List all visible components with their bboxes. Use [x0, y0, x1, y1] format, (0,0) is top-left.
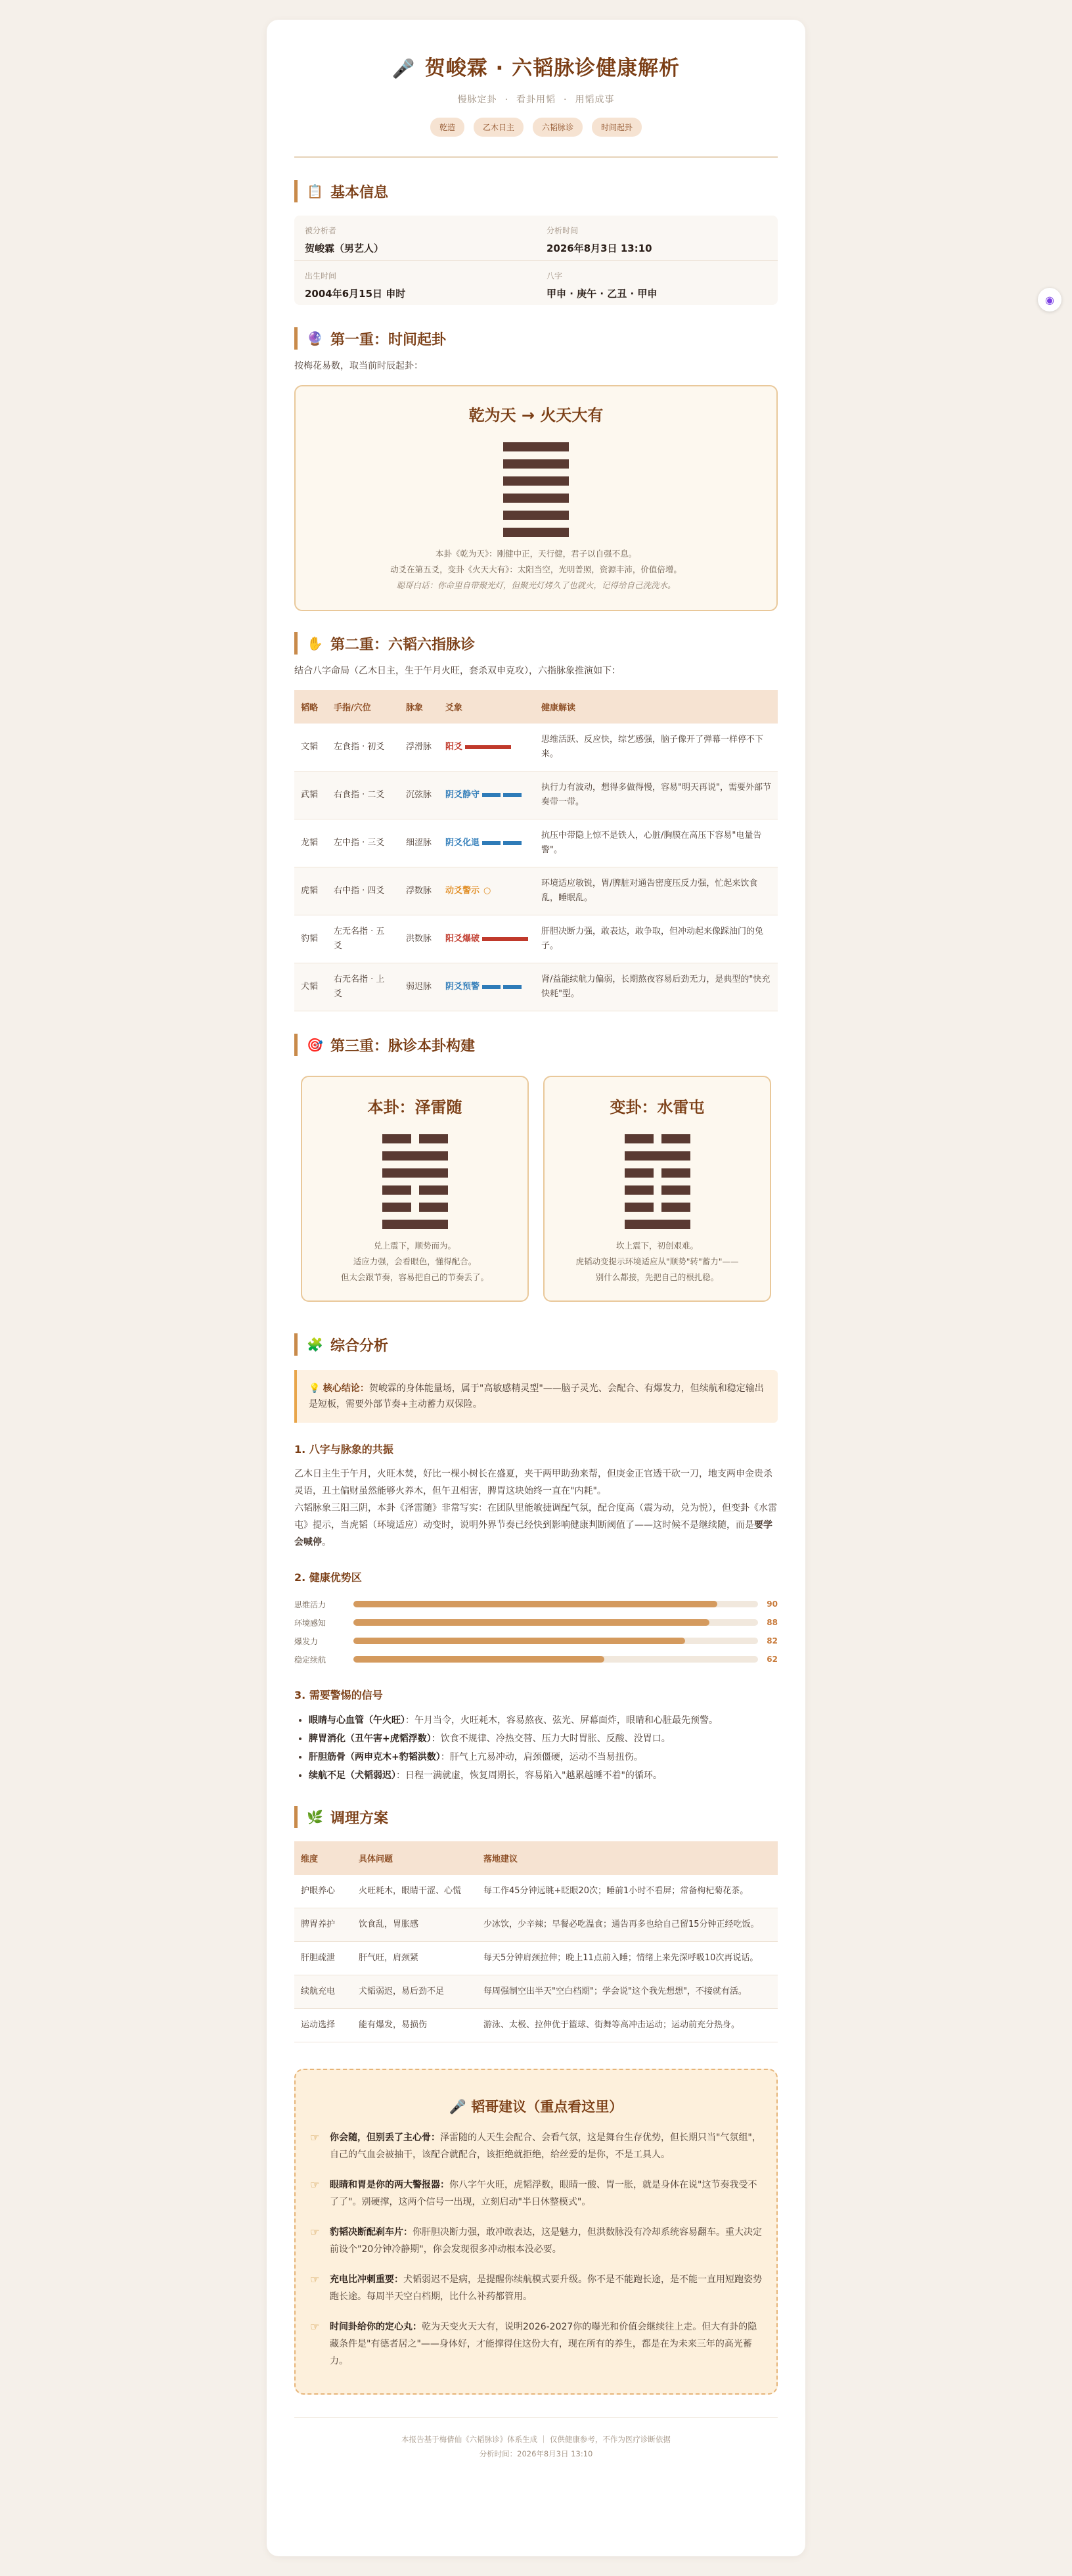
- yang-line: [503, 511, 569, 520]
- advice-box: [294, 2069, 778, 2395]
- advice-item: ☞ 充电比冲刺重要：犬韬弱迟不是病，是提醒你续航模式要升级。你不是不能跑长途，是不能一直用短跑姿势跑长途。每周半天空白档期，比什么补药都管用。: [310, 2271, 762, 2305]
- yao-label: 阳爻爆破: [445, 934, 480, 944]
- pulse-table: 韬略 手指/穴位 脉象 爻象 健康解读 文韬 左食指 · 初爻 浮滑脉 阳爻 思维活跃、反应快，综艺感强，脑子像开了弹幕一样停不下来。 武韬 右食指 · 二爻 沉弦脉 阴爻静守 执行力有波动，想得多做得慢，容易"明天再说"，需要外部节奏带一带。 龙韬 左中指 · 三爻 细涩脉 阴爻化退 抗压中带隐上惊不是铁人，心脏/胸膜在高压下容易"电量告警"。 虎韬 右中指 · 四爻 浮数脉 动爻警示 ○ 环境适应敏锐，胃/脾脏对通告密度压反力强，忙起来饮食乱，睡眠乱。 豹韬 左无名指 · 五爻 洪数脉 阳爻爆破 肝胆决断力强，敢表达，敢争取，但冲动起来像踩油门的兔子。 犬韬 右无名指 · 上爻 弱迟脉 阴爻预警 肾/益能续航力偏弱，长期熬夜容易后劲无力，是典型的"快充快耗"型。: [294, 690, 778, 1011]
- bar-label: 稳定续航: [294, 1655, 326, 1665]
- section-intro: 结合八字命局（乙木日主，生于午月火旺，套杀双申克攻），六指脉象推演如下：: [294, 666, 621, 676]
- yin-line-icon: [482, 985, 501, 989]
- table-row: 龙韬 左中指 · 三爻 细涩脉 阴爻化退 抗压中带隐上惊不是铁人，心脏/胸膜在高压下容易"电量告警"。: [294, 819, 778, 867]
- yin-line: [382, 1203, 448, 1212]
- yang-line: [625, 1151, 690, 1161]
- yang-line: [382, 1220, 448, 1229]
- bar-row: [294, 1595, 778, 1613]
- moving-line-icon: ○: [483, 886, 491, 896]
- hexagram-title: 乾为天 → 火天大有: [468, 406, 604, 425]
- yang-line: [503, 476, 569, 486]
- bar-track: [353, 1638, 758, 1644]
- bar-fill: [353, 1656, 604, 1663]
- bar-row: [294, 1632, 778, 1650]
- table-row: 武韬 右食指 · 二爻 沉弦脉 阴爻静守 执行力有波动，想得多做得慢，容易"明天再说"，需要外部节奏带一带。: [294, 771, 778, 819]
- yin-line-icon: [482, 841, 501, 845]
- core-conclusion: 💡 核心结论：贺峻霖的身体能量场，属于"高敏感精灵型"——脑子灵光、会配合、有爆发力，但续航和稳定输出是短板，需要外部节奏+主动蓄力双保险。: [294, 1370, 778, 1423]
- microphone-icon: 🎤: [449, 2099, 466, 2115]
- section-title: 🧩 综合分析: [294, 1333, 778, 1356]
- section-analysis: [294, 1333, 778, 1785]
- hexagram-lines: [503, 442, 569, 537]
- list-item: • 眼睛与心血管（午火旺）：午月当令，火旺耗木，容易熬夜、弦光、屏幕面炸，眼睛和心脏最先预警。: [309, 1711, 778, 1730]
- hand-icon: ✋: [307, 635, 323, 651]
- bar-row: [294, 1613, 778, 1632]
- tag: 乾造: [430, 118, 464, 137]
- tag-list: [294, 118, 778, 137]
- section-plan: [294, 1806, 778, 2042]
- subheading: 2. 健康优势区: [294, 1571, 362, 1584]
- list-item: • 续航不足（犬韬弱迟）：日程一满就虚，恢复周期长，容易陷入"越累越睡不着"的循环。: [309, 1766, 778, 1785]
- yin-line: [625, 1134, 690, 1143]
- section-title: 📋 基本信息: [294, 180, 778, 202]
- bar-label: 环境感知: [294, 1618, 326, 1628]
- section-title: ✋ 第二重：六韬六指脉诊: [294, 632, 778, 655]
- subheading: 1. 八字与脉象的共振: [294, 1443, 393, 1456]
- page-subtitle: 慢脉定卦 · 看卦用韬 · 用韬成事: [457, 95, 615, 105]
- tag: 时间起卦: [592, 118, 642, 137]
- advice-item: ☞ 眼睛和胃是你的两大警报器：你八字午火旺，虎韬浮数，眼睛一酸、胃一胀，就是身体在说"这节奏我受不了了"。别硬撑，这两个信号一出现，立刻启动"半日休整模式"。: [310, 2176, 762, 2211]
- yin-line: [625, 1203, 690, 1212]
- yin-line: [625, 1168, 690, 1178]
- yao-label: 阴爻预警: [445, 982, 480, 992]
- table-row: 文韬 左食指 · 初爻 浮滑脉 阳爻 思维活跃、反应快，综艺感强，脑子像开了弹幕一样停不下来。: [294, 724, 778, 771]
- pointing-hand-icon: ☞: [310, 2226, 320, 2238]
- bar-value: 90: [767, 1599, 778, 1609]
- bar-fill: [353, 1638, 685, 1644]
- bar-value: 82: [767, 1636, 778, 1645]
- info-cell: 出生时间 2004年6月15日 申时: [294, 260, 536, 305]
- bar-track: [353, 1619, 758, 1626]
- yao-label: 阴爻静守: [445, 790, 480, 800]
- tag: 乙木日主: [474, 118, 524, 137]
- hexagram-lines: [382, 1134, 448, 1229]
- info-cell: 分析时间 2026年8月3日 13:10: [547, 226, 652, 254]
- yin-line: [382, 1185, 448, 1195]
- yin-line: [382, 1134, 448, 1143]
- section-title: 🔮 第一重：时间起卦: [294, 327, 778, 350]
- yang-line-icon: [465, 745, 511, 749]
- info-cell: 被分析者 贺峻霖（男艺人）: [305, 226, 384, 254]
- yang-line: [503, 459, 569, 469]
- report-header: [294, 51, 778, 158]
- yao-label: 动爻警示: [445, 886, 480, 896]
- subheading: 3. 需要警惕的信号: [294, 1689, 383, 1701]
- hexagram-description: 本卦《乾为天》：刚健中正，天行健，君子以自强不息。 动爻在第五爻，变卦《火天大有》：太阳当空，光明普照，资源丰沛，价值倍增。 聪哥白话：你命里自带聚光灯，但聚光灯烤久了也就火，记得给自己洗洗水。: [390, 549, 682, 590]
- bar-value: 88: [767, 1618, 778, 1627]
- pointing-hand-icon: ☞: [310, 2178, 320, 2191]
- pointing-hand-icon: ☞: [310, 2131, 320, 2144]
- microphone-icon: 🎤: [391, 58, 416, 80]
- table-row: 脾胃养护 饮食乱，胃胀感 少冰饮，少辛辣；早餐必吃温食；通告再多也给自己留15分钟正经吃饭。: [294, 1908, 778, 1942]
- bar-track: [353, 1656, 758, 1663]
- advice-item: ☞ 你会随，但别丢了主心骨：泽雷随的人天生会配合、会看气氛，这是舞台生存优势，但长期只当"气氛组"，自己的气血会被抽干，该配合就配合，该拒绝就拒绝，给丝爱的是你，不是工具人。: [310, 2129, 762, 2163]
- section-title: 🌿 调理方案: [294, 1806, 778, 1828]
- puzzle-icon: 🧩: [307, 1337, 323, 1352]
- advice-item: ☞ 豹韬决断配刹车片：你肝胆决断力强，敢冲敢表达，这是魅力，但洪数脉没有冷却系统容易翻车。重大决定前设个"20分钟冷静期"，你会发现很多冲动根本没必要。: [310, 2224, 762, 2258]
- yang-line: [503, 528, 569, 537]
- info-cell: 八字 甲申 · 庚午 · 乙丑 · 甲申: [536, 260, 778, 305]
- list-item: • 肝胆筋骨（两申克木+豹韬洪数）：肝气上亢易冲动，肩颈僵硬，运动不当易扭伤。: [309, 1748, 778, 1766]
- yin-line-icon: [482, 793, 501, 797]
- plan-table: 维度 具体问题 落地建议 护眼养心 火旺耗木，眼睛干涩、心慌 每工作45分钟远眺+眨眼20次；睡前1小时不看屏；常备枸杞菊花茶。 脾胃养护 饮食乱，胃胀感 少冰饮，少辛辣；早餐必吃温食；通告再多也给自己留15分钟正经吃饭。 肝胆疏泄 肝气旺，肩颈紧 每天5分钟肩颈拉伸；晚上11点前入睡；情绪上来先深呼吸10次再说话。 续航充电 犬韬弱迟，易后劲不足 每周强制空出半天"空白档期"；学会说"这个我先想想"，不接就有活。 运动选择 能有爆发，易损伤 游泳、太极、拉伸优于篮球、街舞等高冲击运动；运动前充分热身。: [294, 1841, 778, 2042]
- tag: 六韬脉诊: [533, 118, 583, 137]
- clipboard-icon: 📋: [307, 183, 323, 199]
- yang-line: [382, 1151, 448, 1161]
- crystal-ball-icon: 🔮: [307, 331, 323, 346]
- yang-line: [503, 494, 569, 503]
- table-row: 运动选择 能有爆发，易损伤 游泳、太极、拉伸优于篮球、街舞等高冲击运动；运动前充分热身。: [294, 2009, 778, 2042]
- advice-title: 🎤 韬哥建议（重点看这里）: [449, 2099, 623, 2115]
- hexagram-lines: [625, 1134, 690, 1229]
- table-row: 续航充电 犬韬弱迟，易后劲不足 每周强制空出半天"空白档期"；学会说"这个我先想想"，不接就有活。: [294, 1975, 778, 2009]
- yao-label: 阳爻: [445, 742, 463, 752]
- table-row: 豹韬 左无名指 · 五爻 洪数脉 阳爻爆破 肝胆决断力强，敢表达，敢争取，但冲动起来像踩油门的兔子。: [294, 915, 778, 963]
- table-row: 护眼养心 火旺耗木，眼睛干涩、心慌 每工作45分钟远眺+眨眼20次；睡前1小时不看屏；常备枸杞菊花茶。: [294, 1875, 778, 1908]
- footer: 本报告基于梅倩仙《六韬脉诊》体系生成 ｜ 仅供健康参考，不作为医疗诊断依据 分析时间：2026年8月3日 13:10: [294, 2417, 778, 2461]
- hexagram-box: [294, 385, 778, 611]
- yin-line: [625, 1185, 690, 1195]
- hexagram-pair: [294, 1076, 778, 1302]
- health-bars: [294, 1595, 778, 1668]
- target-icon: 🎯: [307, 1037, 323, 1053]
- table-row: 犬韬 右无名指 · 上爻 弱迟脉 阴爻预警 肾/益能续航力偏弱，长期熬夜容易后劲无力，是典型的"快充快耗"型。: [294, 963, 778, 1011]
- section-intro: 按梅花易数，取当前时辰起卦：: [294, 361, 423, 371]
- yang-line: [503, 442, 569, 451]
- list-item: • 脾胃消化（丑午害+虎韬浮数）：饮食不规律、冷热交替、压力大时胃胀、反酸、没胃口。: [309, 1730, 778, 1748]
- floating-assistant-button[interactable]: ◉: [1038, 288, 1061, 311]
- yang-line: [625, 1220, 690, 1229]
- table-row: 虎韬 右中指 · 四爻 浮数脉 动爻警示 ○ 环境适应敏锐，胃/脾脏对通告密度压反力强，忙起来饮食乱，睡眠乱。: [294, 867, 778, 915]
- changed-hexagram-box: 变卦：水雷屯 坎上震下，初创艰难。 虎韬动变提示环境适应从"顺势"转"蓄力"—— 别什么都接，先把自己的根扎稳。: [543, 1076, 771, 1302]
- warning-list: [294, 1711, 778, 1785]
- table-row: 肝胆疏泄 肝气旺，肩颈紧 每天5分钟肩颈拉伸；晚上11点前入睡；情绪上来先深呼吸10次再说话。: [294, 1942, 778, 1975]
- paragraph: 乙木日主生于午月，火旺木焚，好比一棵小树长在盛夏，夹干两甲助劲来帮，但庚金正官透干砍一刀，地支两申金贵杀灵语，丑土偏财虽然能够火养木，但午丑相害，脾胃这块始终一直在"内耗"。: [294, 1469, 772, 1496]
- section-time-hexagram: [294, 327, 778, 611]
- section-title: 🎯 第三重：脉诊本卦构建: [294, 1034, 778, 1056]
- bar-track: [353, 1601, 758, 1607]
- pointing-hand-icon: ☞: [310, 2320, 320, 2333]
- bar-row: [294, 1650, 778, 1668]
- yang-line-icon: [482, 937, 528, 941]
- bar-fill: [353, 1619, 709, 1626]
- section-basic-info: [294, 180, 778, 305]
- info-grid: [294, 216, 778, 305]
- bar-label: 爆发力: [294, 1636, 319, 1646]
- yao-label: 阴爻化退: [445, 838, 480, 848]
- original-hexagram-box: 本卦：泽雷随 兑上震下，顺势而为。 适应力强，会看眼色，懂得配合。 但太会跟节奏，容易把自己的节奏丢了。: [301, 1076, 529, 1302]
- paragraph: 六韬脉象三阳三阴，本卦《泽雷随》非常写实：在团队里能敏捷调配气氛，配合度高（震为动，兑为悦），但变卦《水雷屯》提示，当虎韬（环境适应）动变时，说明外界节奏已经快到影响健康判断阈值了——这时候不是继续随，而是要学会喊停。: [294, 1503, 777, 1548]
- bar-value: 62: [767, 1655, 778, 1664]
- section-six-finger-pulse: [294, 632, 778, 1011]
- report-card: [267, 20, 805, 2556]
- yang-line: [382, 1168, 448, 1178]
- pointing-hand-icon: ☞: [310, 2273, 320, 2286]
- advice-item: ☞ 时间卦给你的定心丸：乾为天变火天大有，说明2026-2027你的曝光和价值会继续往上走。但大有卦的隐藏条件是"有德者居之"——身体好，才能撑得住这份大有，现在所有的养生，都是在为未来三年的高光蓄力。: [310, 2318, 762, 2370]
- bar-label: 思维活力: [294, 1599, 326, 1609]
- page-title: 🎤 贺峻霖 · 六韬脉诊健康解析: [391, 57, 681, 80]
- lightbulb-icon: 💡: [309, 1383, 321, 1394]
- leaf-icon: 🌿: [307, 1809, 323, 1825]
- section-pulse-hexagram: [294, 1034, 778, 1302]
- bar-fill: [353, 1601, 717, 1607]
